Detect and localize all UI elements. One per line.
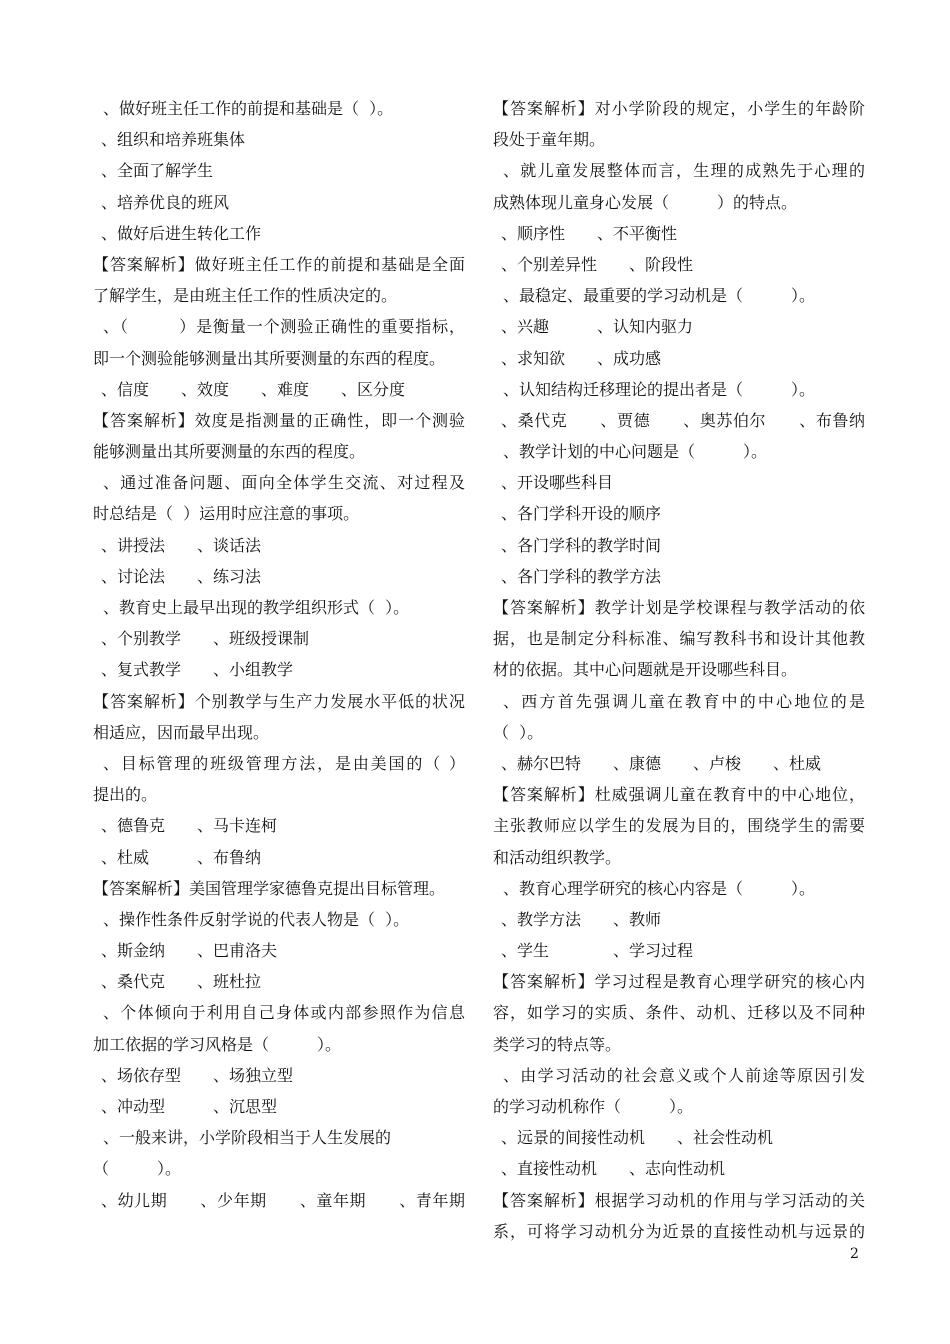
option-line: 、杜威 、布鲁纳 (101, 847, 262, 867)
option-line: 、冲动型 、沉思型 (101, 1097, 278, 1116)
text-line: 的学习动机称作（ ）。 (493, 1097, 694, 1116)
question-line: 、通过准备问题、面向全体学生交流、对过程及 (103, 473, 465, 493)
text-line: 加工依据的学习风格是（ ）。 (93, 1034, 342, 1054)
text-line: 了解学生，是由班主任工作的性质决定的。 (93, 286, 398, 306)
question-line: 、由学习活动的社会意义或个人前途等原因引发 (503, 1065, 865, 1085)
option-line: 、各门学科开设的顺序 (501, 504, 662, 524)
option-line: 、信度 、效度 、难度 、区分度 (101, 379, 406, 399)
option-line: 、赫尔巴特 、康德 、卢梭 、杜威 (501, 753, 822, 773)
option-line: 、顺序性 、不平衡性 (501, 223, 678, 243)
option-line: 、求知欲 、成功感 (501, 348, 662, 368)
question-line: 、目标管理的班级管理方法，是由美国的（ ） (103, 753, 465, 773)
answer-explanation-line: 【答案解析】根据学习动机的作用与学习活动的关 (493, 1190, 865, 1210)
text-line: 成熟体现儿童身心发展（ ）的特点。 (493, 192, 798, 212)
text-line: 材的依据。其中心问题就是开设哪些科目。 (493, 660, 798, 680)
text-line: 即一个测验能够测量出其所要测量的东西的程度。 (93, 348, 446, 368)
left-column (93, 93, 465, 1216)
page-number: 2 (850, 1246, 859, 1262)
option-line: 、培养优良的班风 (101, 192, 230, 212)
question-line: 、个体倾向于利用自己身体或内部参照作为信息 (103, 1003, 465, 1023)
question-line: 、（ ）是衡量一个测验正确性的重要指标， (103, 317, 465, 337)
option-line: 、桑代克 、班杜拉 (101, 972, 262, 992)
question-line: 、西方首先强调儿童在教育中的中心地位的是 (503, 691, 865, 711)
option-line: 、讲授法 、谈话法 (101, 535, 262, 555)
option-line: 、开设哪些科目 (501, 473, 614, 493)
text-line: 段处于童年期。 (493, 130, 606, 150)
right-column (493, 93, 865, 1247)
text-line: （ ）。 (493, 722, 544, 742)
text-line: 时总结是（ ）运用时应注意的事项。 (93, 504, 360, 524)
answer-explanation-line: 主张教师应以学生的发展为目的，围绕学生的需要 (493, 816, 865, 836)
option-line: 、远景的间接性动机 、社会性动机 (501, 1128, 774, 1148)
option-line: 、兴趣 、认知内驱力 (501, 317, 694, 337)
text-line: 类学习的特点等。 (493, 1034, 622, 1054)
option-line: 、个别教学 、班级授课制 (101, 629, 310, 649)
option-line: 、个别差异性 、阶段性 (501, 254, 694, 274)
answer-explanation-line: 【答案解析】个别教学与生产力发展水平低的状况 (93, 691, 465, 711)
option-line: 、幼儿期 、少年期 、童年期 、青年期 (101, 1190, 465, 1210)
option-line: 、德鲁克 、马卡连柯 (101, 816, 278, 836)
answer-explanation-line: 据，也是制定分科标准、编写教科书和设计其他教 (493, 629, 865, 649)
text-line: 相适应，因而最早出现。 (93, 722, 270, 742)
answer-explanation-line: 【答案解析】学习过程是教育心理学研究的核心内 (493, 972, 865, 992)
text-line: （ ）。 (93, 1159, 182, 1179)
option-line: 、全面了解学生 (101, 161, 214, 181)
answer-explanation-line: 【答案解析】效度是指测量的正确性，即一个测验 (93, 410, 465, 430)
answer-explanation-line: 【答案解析】做好班主任工作的前提和基础是全面 (93, 254, 465, 274)
question-line: 、就儿童发展整体而言，生理的成熟先于心理的 (503, 161, 865, 181)
option-line: 、教学方法 、教师 (501, 909, 662, 929)
question-line: 、一般来讲，小学阶段相当于人生发展的 (103, 1128, 392, 1148)
question-line: 、教育史上最早出现的教学组织形式（ ）。 (103, 598, 410, 617)
question-line: 、教育心理学研究的核心内容是（ ）。 (503, 878, 816, 898)
text-line: 【答案解析】美国管理学家德鲁克提出目标管理。 (93, 878, 446, 898)
answer-explanation-line: 【答案解析】对小学阶段的规定，小学生的年龄阶 (493, 99, 865, 118)
question-line: 、做好班主任工作的前提和基础是（ ）。 (103, 99, 394, 118)
option-line: 、做好后进生转化工作 (101, 223, 262, 243)
option-line: 、直接性动机 、志向性动机 (501, 1159, 726, 1179)
answer-explanation-line: 系，可将学习动机分为近景的直接性动机与远景的 (493, 1221, 865, 1241)
option-line: 、斯金纳 、巴甫洛夫 (101, 941, 278, 961)
answer-explanation-line: 【答案解析】教学计划是学校课程与教学活动的依 (493, 598, 865, 617)
option-line: 、各门学科的教学时间 (501, 535, 662, 555)
question-line: 、最稳定、最重要的学习动机是（ ）。 (503, 286, 816, 306)
option-line: 、场依存型 、场独立型 (101, 1065, 294, 1085)
question-line: 、操作性条件反射学说的代表人物是（ ）。 (103, 909, 410, 929)
text-line: 提出的。 (93, 785, 158, 805)
option-line: 、讨论法 、练习法 (101, 566, 262, 586)
option-line: 、学生 、学习过程 (501, 941, 694, 961)
option-line: 、组织和培养班集体 (101, 130, 246, 150)
option-line: 、桑代克 、贾德 、奥苏伯尔 、布鲁纳 (501, 410, 865, 430)
question-line: 、认知结构迁移理论的提出者是（ ）。 (503, 379, 816, 399)
text-line: 能够测量出其所要测量的东西的程度。 (93, 442, 366, 462)
question-line: 、教学计划的中心问题是（ ）。 (503, 442, 768, 462)
answer-explanation-line: 容，如学习的实质、条件、动机、迁移以及不同种 (493, 1003, 865, 1023)
option-line: 、复式教学 、小组教学 (101, 660, 294, 680)
text-line: 和活动组织教学。 (493, 847, 622, 867)
option-line: 、各门学科的教学方法 (501, 566, 662, 586)
answer-explanation-line: 【答案解析】杜威强调儿童在教育中的中心地位， (493, 785, 865, 805)
